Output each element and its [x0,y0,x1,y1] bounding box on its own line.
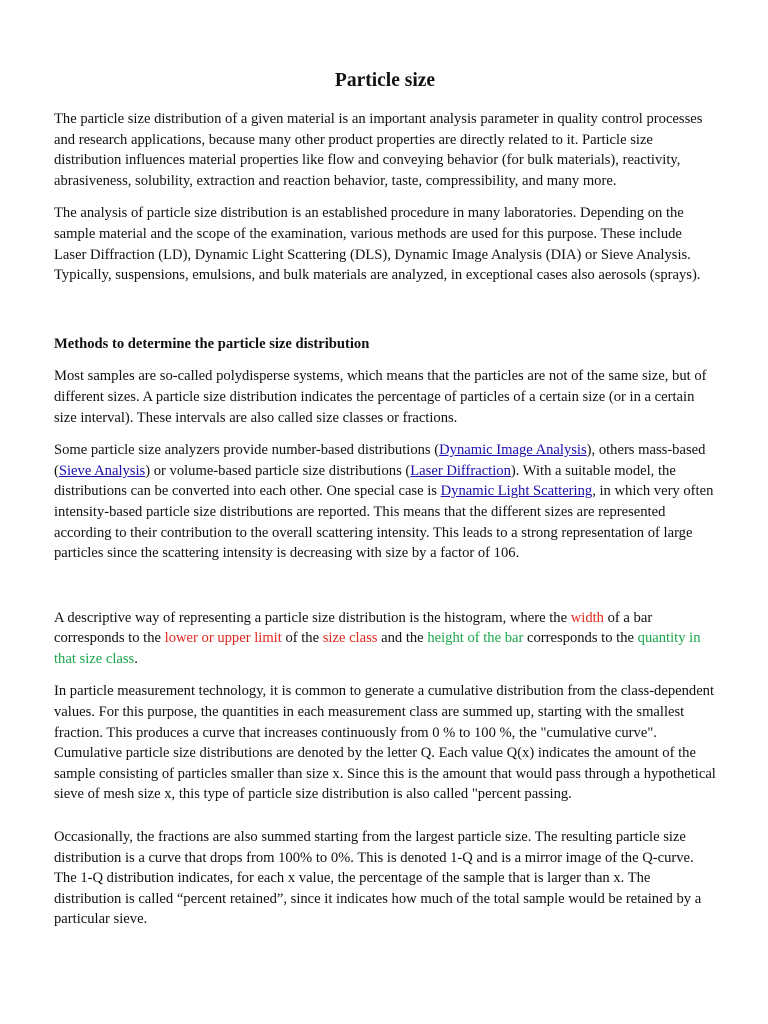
document-page [54,68,716,942]
text-segment: ) or volume-based particle size distributions ( [145,462,411,479]
paragraph-cumulative: In particle measurement technology, it is common to generate a cumulative distribution from the class-dependent values. For this purpose, the quantities in each measurement class are summed up, starting with the smallest fraction. This produces a curve that increases continuously from 0 % to 100 %, the "cumulative curve". Cumulative particle size distributions are denoted by the letter Q. Each value Q(x) indicates the amount of the sample consisting of particles smaller than size x. Since this is the amount that would pass through a hypothetical sieve of mesh size x, this type of particle size distribution is also called "percent passing. [54,683,716,803]
paragraph-intro: The particle size distribution of a given material is an important analysis parameter in quality control processes and research applications, because many other product properties are directly related to it. Particle size distribution influences material properties like flow and conveying behavior (for bulk materials), reactivity, abrasiveness, solubility, extraction and reaction behavior, taste, compressibility, and many more. [54,111,703,189]
paragraph-polydisperse: Most samples are so-called polydisperse systems, which means that the particles are not of the same size, but of different sizes. A particle size distribution indicates the percentage of particles of a certain size (or in a certain size interval). These intervals are also called size classes or fractions. [54,368,707,426]
link-sieve-analysis[interactable]: Sieve Analysis [58,462,146,479]
text-segment: A descriptive way of representing a particle size distribution is the histogram, where the [54,609,571,626]
text-segment: corresponds to the [523,630,638,647]
paragraph-histogram [54,608,716,670]
text-segment: ). With a suitable model, the distributions can be converted into each other. One special case is [54,462,676,500]
link-dynamic-light-scattering[interactable]: Dynamic Light Scattering [440,483,593,500]
page-title: Particle size [334,70,436,91]
highlight-width: width [570,609,604,626]
text-segment: of the [281,630,323,647]
paragraph-percent-retained: Occasionally, the fractions are also summed starting from the largest particle size. The resulting particle size distribution is a curve that drops from 100% to 0%. This is denoted 1-Q and is a mirror image of the Q-curve. The 1-Q distribution indicates, for each x value, the percentage of the sample that is larger than x. The distribution is called “percent retained”, since it indicates how much of the total sample would be retained by a particular sieve. [54,829,702,928]
paragraph-distribution-types [54,440,716,564]
text-segment: . [134,650,138,667]
highlight-limit: lower or upper limit [164,630,282,647]
paragraph-analysis: The analysis of particle size distribution is an established procedure in many laboratories. Depending on the sample material and the scope of the examination, various methods are used for this purpose. These include Laser Diffraction (LD), Dynamic Light Scattering (DLS), Dynamic Image Analysis (DIA) or Sieve Analysis. Typically, suspensions, emulsions, and bulk materials are analyzed, in exceptional cases also aerosols (sprays). [54,205,701,284]
text-segment: ), others mass-based ( [54,442,706,479]
highlight-quantity: quantity in that size class [54,630,701,667]
section-heading-methods: Methods to determine the particle size distribution [54,335,370,352]
link-laser-diffraction[interactable]: Laser Diffraction [410,462,511,479]
text-segment: and the [377,630,428,647]
text-segment: of a bar corresponds to the [54,609,653,647]
link-dynamic-image-analysis[interactable]: Dynamic Image Analysis [439,442,587,459]
text-segment: , in which very often intensity-based particle size distributions are reported. This means that the different sizes are represented according to their contribution to the overall scattering intensity. This leads to a strong representation of large particles since the scattering intensity is decreasing with size by a factor of 106. [54,483,714,562]
text-segment: Some particle size analyzers provide number-based distributions ( [54,442,440,459]
highlight-size-class: size class [322,630,378,647]
highlight-height: height of the bar [427,630,524,647]
